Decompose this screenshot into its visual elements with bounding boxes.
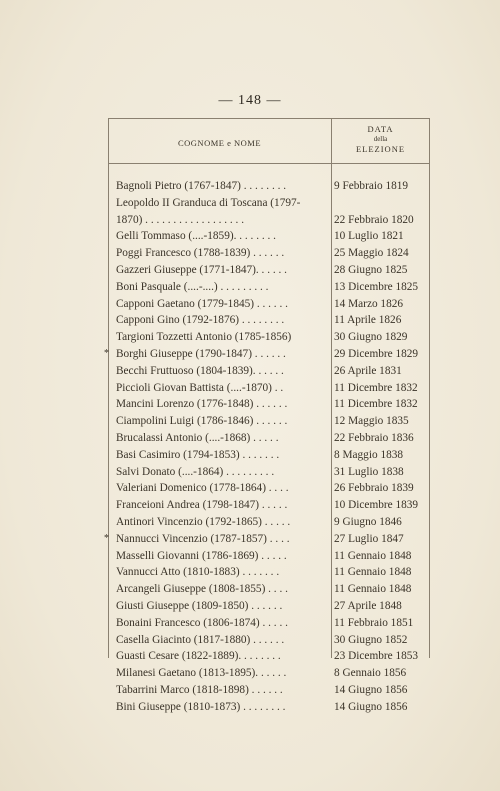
member-name: Tabarrini Marco (1818-1898) . . . . . . xyxy=(116,683,283,696)
election-date: 26 Febbraio 1839 xyxy=(334,482,414,495)
election-date: 11 Dicembre 1832 xyxy=(334,381,418,394)
member-name: Giusti Giuseppe (1809-1850) . . . . . . xyxy=(116,599,283,612)
member-name: Capponi Gaetano (1779-1845) . . . . . . xyxy=(116,297,288,310)
table-row xyxy=(116,214,430,231)
table-row xyxy=(116,432,430,449)
table-row xyxy=(116,499,430,516)
election-date: 10 Luglio 1821 xyxy=(334,230,404,243)
election-date: 22 Febbraio 1820 xyxy=(334,213,414,226)
member-name: Antinori Vincenzio (1792-1865) . . . . . xyxy=(116,515,291,528)
member-name: Capponi Gino (1792-1876) . . . . . . . . xyxy=(116,314,285,327)
header-date-line2: della xyxy=(373,135,388,143)
member-name: Gelli Tommaso (....-1859). . . . . . . . xyxy=(116,230,276,243)
table-row xyxy=(116,180,430,197)
table-row xyxy=(116,583,430,600)
table-row xyxy=(116,197,430,214)
member-name: Valeriani Domenico (1778-1864) . . . . xyxy=(116,482,289,495)
table-row xyxy=(116,247,430,264)
election-date: 31 Luglio 1838 xyxy=(334,465,404,478)
election-date: 13 Dicembre 1825 xyxy=(334,280,419,293)
header-date-line1: DATA xyxy=(367,124,394,134)
table-row xyxy=(116,230,430,247)
table-row xyxy=(104,532,430,550)
member-name: Bini Giuseppe (1810-1873) . . . . . . . . xyxy=(116,700,286,713)
election-date: 11 Gennaio 1848 xyxy=(334,549,412,562)
table-row xyxy=(116,466,430,483)
table-row xyxy=(116,298,430,315)
table-row xyxy=(116,550,430,567)
member-name: Poggi Francesco (1788-1839) . . . . . . xyxy=(116,247,285,260)
election-date: 14 Giugno 1856 xyxy=(334,700,408,713)
table-row xyxy=(116,449,430,466)
row-mark: * xyxy=(104,532,109,544)
table-row xyxy=(116,264,430,281)
member-name: Basi Casimiro (1794-1853) . . . . . . . xyxy=(116,448,280,461)
table-row xyxy=(116,650,430,667)
member-name: Vannucci Atto (1810-1883) . . . . . . . xyxy=(116,566,280,579)
election-date: 11 Dicembre 1832 xyxy=(334,398,418,411)
election-date: 8 Maggio 1838 xyxy=(334,448,404,461)
election-date: 30 Giugno 1829 xyxy=(334,331,408,344)
page-number: — 148 — xyxy=(218,93,282,108)
election-date: 26 Aprile 1831 xyxy=(334,364,402,377)
table-row xyxy=(116,600,430,617)
table-top-rule xyxy=(108,118,430,119)
election-date: 11 Gennaio 1848 xyxy=(334,566,412,579)
election-date: 22 Febbraio 1836 xyxy=(334,431,414,444)
table-row xyxy=(116,314,430,331)
table-row xyxy=(116,415,430,432)
table-row xyxy=(116,331,430,348)
member-name: Casella Giacinto (1817-1880) . . . . . . xyxy=(116,633,285,646)
member-name: Bonaini Francesco (1806-1874) . . . . . xyxy=(116,616,288,629)
table-row xyxy=(104,347,430,365)
table-row xyxy=(116,634,430,651)
election-date: 9 Febbraio 1819 xyxy=(334,180,409,192)
member-name: 1870) . . . . . . . . . . . . . . . . . . xyxy=(116,213,245,226)
election-date: 29 Dicembre 1829 xyxy=(334,347,419,360)
election-date: 28 Giugno 1825 xyxy=(334,263,408,276)
table-row xyxy=(116,516,430,533)
member-name: Becchi Fruttuoso (1804-1839). . . . . . xyxy=(116,364,284,377)
table-header-rule xyxy=(108,163,430,164)
table-row xyxy=(116,281,430,298)
member-name: Leopoldo II Granduca di Toscana (1797- xyxy=(116,196,301,209)
member-name: Gazzeri Giuseppe (1771-1847). . . . . . xyxy=(116,263,287,276)
member-name: Brucalassi Antonio (....-1868) . . . . . xyxy=(116,431,279,444)
members-table xyxy=(104,118,430,713)
election-date: 25 Maggio 1824 xyxy=(334,247,409,260)
table-row xyxy=(116,701,430,718)
member-name: Salvi Donato (....-1864) . . . . . . . . . xyxy=(116,465,275,478)
table-row xyxy=(116,482,430,499)
election-date: 11 Gennaio 1848 xyxy=(334,583,412,596)
member-name: Arcangeli Giuseppe (1808-1855) . . . . xyxy=(116,583,288,596)
table-row xyxy=(116,382,430,399)
table-row xyxy=(116,684,430,701)
table-row xyxy=(116,566,430,583)
member-name: Nannucci Vincenzio (1787-1857) . . . . xyxy=(116,532,290,545)
member-name: Bagnoli Pietro (1767-1847) . . . . . . . . xyxy=(116,180,287,192)
election-date: 14 Giugno 1856 xyxy=(334,683,408,696)
member-name: Mancini Lorenzo (1776-1848) . . . . . . xyxy=(116,398,288,411)
table-left-rule xyxy=(108,118,109,658)
member-name: Masselli Giovanni (1786-1869) . . . . . xyxy=(116,549,287,562)
table-row xyxy=(116,617,430,634)
member-name: Milanesi Gaetano (1813-1895). . . . . . xyxy=(116,667,287,680)
election-date: 30 Giugno 1852 xyxy=(334,633,408,646)
election-date: 9 Giugno 1846 xyxy=(334,515,402,528)
election-date: 27 Luglio 1847 xyxy=(334,532,404,545)
election-date: 10 Dicembre 1839 xyxy=(334,499,419,512)
member-name: Piccioli Giovan Battista (....-1870) . . xyxy=(116,381,284,394)
header-date-line3: ELEZIONE xyxy=(355,144,406,154)
election-date: 23 Dicembre 1853 xyxy=(334,650,419,663)
member-name: Franceioni Andrea (1798-1847) . . . . . xyxy=(116,499,288,512)
table-row xyxy=(116,667,430,684)
row-mark: * xyxy=(104,347,109,359)
member-name: Targioni Tozzetti Antonio (1785-1856) xyxy=(116,331,292,344)
election-date: 12 Maggio 1835 xyxy=(334,415,409,428)
election-date: 8 Gennaio 1856 xyxy=(334,667,407,680)
election-date: 11 Aprile 1826 xyxy=(334,314,402,327)
election-date: 14 Marzo 1826 xyxy=(334,297,404,310)
member-name: Boni Pasquale (....-....) . . . . . . . . . xyxy=(116,280,269,293)
table-row xyxy=(116,398,430,415)
election-date: 27 Aprile 1848 xyxy=(334,599,402,612)
header-date-column xyxy=(332,124,429,154)
member-name: Guasti Cesare (1822-1889). . . . . . . . xyxy=(116,650,281,663)
member-name: Borghi Giuseppe (1790-1847) . . . . . . xyxy=(116,347,286,360)
table-row xyxy=(116,365,430,382)
election-date: 11 Febbraio 1851 xyxy=(334,616,414,629)
member-name: Ciampolini Luigi (1786-1846) . . . . . . xyxy=(116,415,288,428)
table-body xyxy=(104,180,430,718)
header-name-column: COGNOME e NOME xyxy=(177,138,262,148)
